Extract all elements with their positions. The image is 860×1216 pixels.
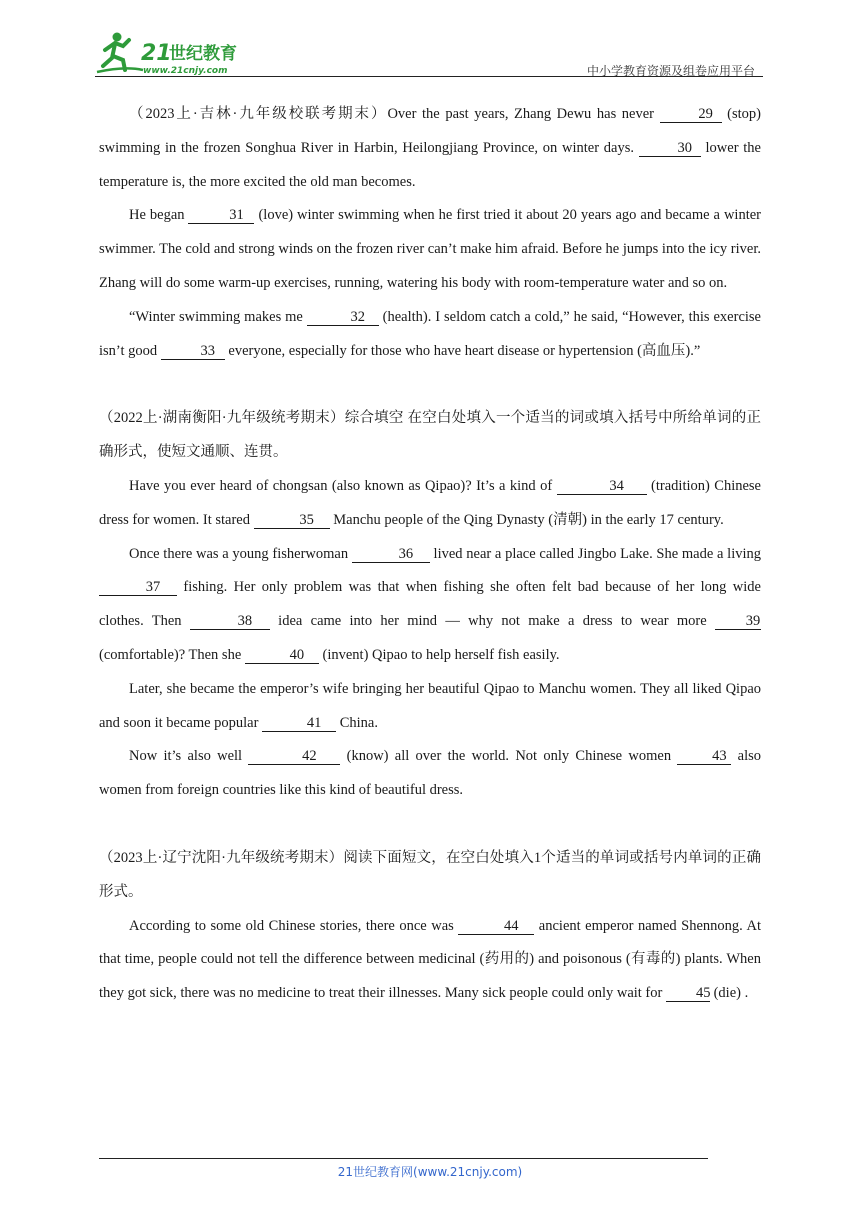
passage-gap: [99, 808, 761, 842]
answer-blank-43[interactable]: 43: [677, 748, 731, 765]
logo-text: 世纪教育: [169, 44, 237, 64]
answer-blank-36[interactable]: 36: [352, 546, 430, 563]
answer-blank-33[interactable]: 33: [161, 343, 225, 360]
answer-blank-38[interactable]: 38: [190, 613, 270, 630]
passage-source: （2023上·吉林·九年级校联考期末）: [129, 106, 388, 122]
answer-blank-41[interactable]: 41: [262, 715, 336, 732]
answer-blank-35[interactable]: 35: [254, 512, 330, 529]
answer-blank-31[interactable]: 31: [188, 207, 254, 224]
logo-url: www.21cnjy.com: [143, 66, 228, 76]
footer-divider: [99, 1158, 708, 1159]
passage-paragraph: Later, she became the emperor’s wife bringing her beautiful Qipao to Manchu women. They all liked Qipao and soon it became popular 41 China.: [99, 680, 761, 731]
runner-logo-icon: [95, 30, 265, 78]
answer-blank-29[interactable]: 29: [660, 106, 722, 123]
answer-blank-39[interactable]: 39: [715, 613, 761, 630]
answer-blank-30[interactable]: 30: [639, 140, 701, 157]
passage-paragraph: （2023上·吉林·九年级校联考期末）Over the past years, Zhang Dewu has never 29 (stop) swimming in the frozen Songhua River in Harbin, Heilongjiang Province, on winter days. 30 lower the temperature is, the more excited the old man becomes.: [99, 106, 761, 190]
passage-paragraph: Have you ever heard of chongsan (also known as Qipao)? It’s a kind of 34 (tradition) Chinese dress for women. It stared 35 Manchu people of the Qing Dynasty (清朝) in the early 17 century.: [99, 477, 761, 528]
answer-blank-32[interactable]: 32: [307, 309, 379, 326]
passage-paragraph: He began 31 (love) winter swimming when he first tried it about 20 years ago and became a winter swimmer. The cold and strong winds on the frozen river can’t make him afraid. Before he jumps into the icy river. Zhang will do some warm-up exercises, running, watering his body with room-temperature water and so on.: [99, 207, 761, 291]
passage-paragraph: Once there was a young fisherwoman 36 lived near a place called Jingbo Lake. She made a living 37 fishing. Her only problem was that when fishing she often felt bad because of her long wide clothes. Then 38 idea came into her mind — why not make a dress to wear more 39 (comfortable)? Then she 40 (invent) Qipao to help herself fish easily.: [99, 545, 762, 663]
answer-blank-34[interactable]: 34: [557, 478, 647, 495]
passage-paragraph: [99, 842, 761, 910]
answer-blank-42[interactable]: 42: [248, 748, 340, 765]
answer-blank-40[interactable]: 40: [245, 647, 319, 664]
passage-paragraph: According to some old Chinese stories, there once was 44 ancient emperor named Shennong. At that time, people could not tell the difference between medicinal (药用的) and poisonous (有毒的) plants. When they got sick, there was no medicine to treat their illnesses. Many sick people could only wait for 45 (die) .: [99, 917, 761, 1002]
passage-paragraph: “Winter swimming makes me 32 (health). I seldom catch a cold,” he said, “However, this exercise isn’t good 33 everyone, especially for those who have heart disease or hypertension (高血压).”: [99, 308, 761, 359]
passage-source: （2022上·湖南衡阳·九年级统考期末）综合填空 在空白处填入一个适当的词或填入括号中所给单词的正确形式，使短文通顺、连贯。: [99, 410, 761, 461]
header-platform-text: 中小学教育资源及组卷应用平台: [586, 64, 755, 78]
answer-blank-37[interactable]: 37: [99, 579, 177, 596]
passage-paragraph: Now it’s also well 42 (know) all over the world. Not only Chinese women 43 also women from foreign countries like this kind of beautiful dress.: [99, 748, 762, 799]
passage-gap: [99, 368, 761, 402]
passage-source: （2023上·辽宁沈阳·九年级统考期末）阅读下面短文，在空白处填入1个适当的单词或括号内单词的正确形式。: [99, 849, 761, 900]
page-header: [95, 30, 763, 78]
logo: [95, 30, 265, 78]
passage-paragraph: [99, 402, 761, 470]
footer-text: 21世纪教育网(www.21cnjy.com): [337, 1165, 523, 1179]
answer-blank-44[interactable]: 44: [458, 918, 534, 935]
answer-blank-45[interactable]: 45: [666, 985, 710, 1002]
document-body: [99, 98, 761, 1011]
header-divider: [95, 76, 763, 77]
svg-text:21: 21: [141, 41, 172, 66]
